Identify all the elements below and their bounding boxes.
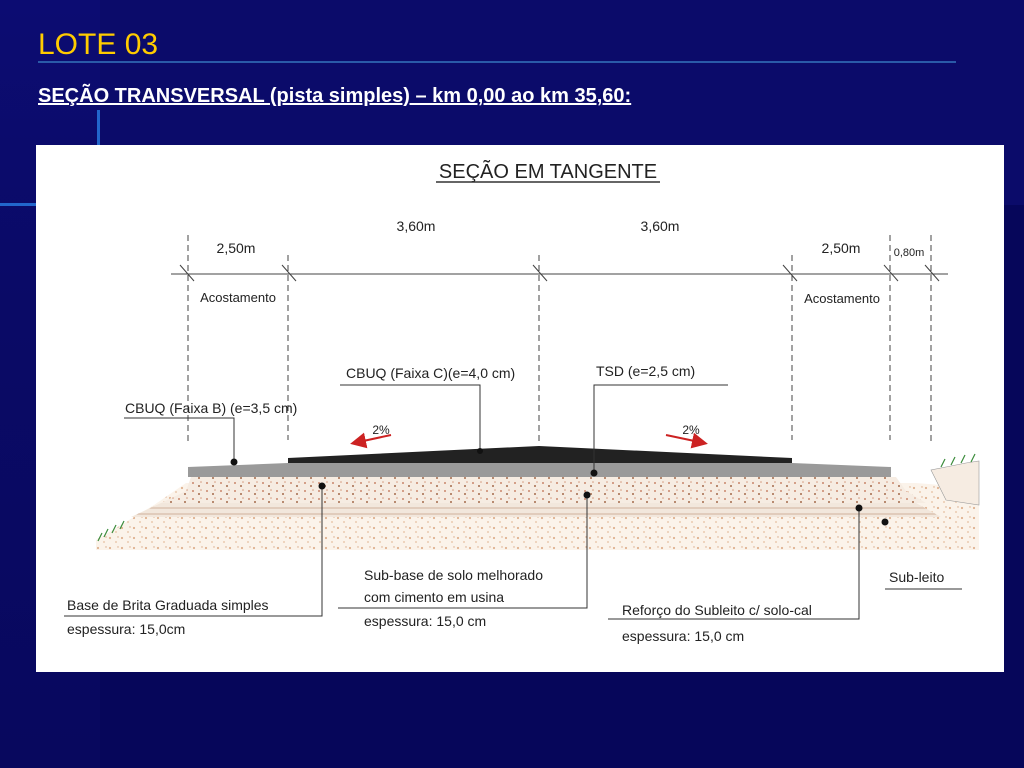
accent-line-horizontal <box>0 203 38 206</box>
label-base-title: Base de Brita Graduada simples <box>67 597 269 613</box>
reforco-layer <box>131 503 941 517</box>
cross-section-drawing <box>36 145 1004 672</box>
label-subbase-thickness: espessura: 15,0 cm <box>364 613 487 629</box>
slope-left-label: 2% <box>372 423 390 437</box>
vertical-guides <box>188 235 931 445</box>
subbase-layer <box>161 491 926 503</box>
label-subleito: Sub-leito <box>889 569 945 585</box>
shoulder-left-label: Acostamento <box>200 290 276 305</box>
asphalt-lanes <box>288 446 792 463</box>
label-tsd: TSD (e=2,5 cm) <box>596 363 696 379</box>
shoulder-right-label: Acostamento <box>804 291 880 306</box>
diagram-heading: SEÇÃO EM TANGENTE <box>438 161 658 183</box>
slope-right-label: 2% <box>682 423 700 437</box>
slide-subtitle: SEÇÃO TRANSVERSAL (pista simples) – km 0,00 ao km 35,60: <box>38 85 632 107</box>
dim-left-lane: 3,60m <box>396 218 436 234</box>
dimension-ticks <box>180 265 939 281</box>
label-base-thickness: espessura: 15,0cm <box>67 621 186 637</box>
dim-right-lane: 3,60m <box>640 218 680 234</box>
base-layer <box>186 477 906 491</box>
label-subbase-line1: Sub-base de solo melhorado <box>364 567 544 583</box>
shoulder-surface <box>188 463 891 477</box>
label-cbuq-c: CBUQ (Faixa C)(e=4,0 cm) <box>346 365 516 381</box>
dim-edge: 0,80m <box>893 247 925 259</box>
cross-section-figure <box>36 145 1004 672</box>
label-reforco-title: Reforço do Subleito c/ solo-cal <box>622 602 812 618</box>
label-cbuq-b: CBUQ (Faixa B) (e=3,5 cm) <box>125 400 298 416</box>
label-subbase-line2: com cimento em usina <box>364 589 505 605</box>
dim-left-shoulder: 2,50m <box>216 240 256 256</box>
accent-line-vertical <box>97 110 100 148</box>
dim-right-shoulder: 2,50m <box>821 240 861 256</box>
slide-title: LOTE 03 <box>38 28 159 61</box>
title-divider <box>38 61 956 63</box>
label-reforco-thickness: espessura: 15,0 cm <box>622 628 745 644</box>
